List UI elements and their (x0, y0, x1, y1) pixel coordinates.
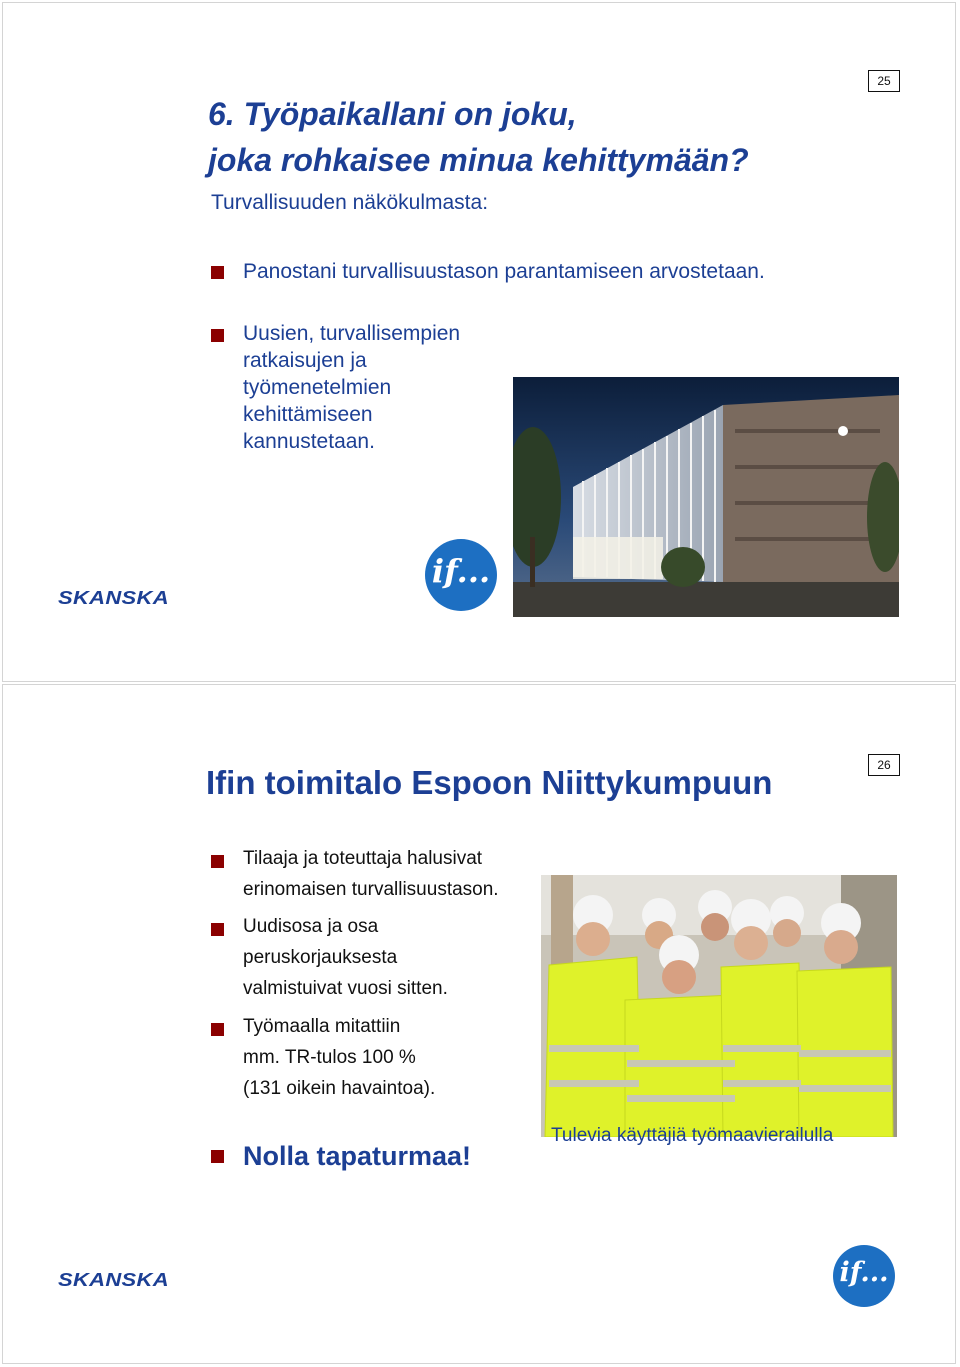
bullet-text (243, 320, 460, 455)
bullet-square-icon (211, 266, 224, 279)
bullet-line: Uusien, turvallisempien (243, 322, 461, 345)
group-photo (541, 875, 897, 1137)
bullet-line: peruskorjauksesta (243, 947, 398, 968)
bullet-line: mm. TR-tulos 100 % (243, 1047, 416, 1068)
bullet-square-icon (211, 923, 224, 936)
bullet-text (243, 1011, 435, 1104)
bullet-line: työmenetelmien (243, 376, 392, 399)
slide-title (208, 91, 749, 183)
bullet-square-icon (211, 1150, 224, 1163)
slide-title: Ifin toimitalo Espoon Niittykumpuun (206, 764, 773, 801)
bullet-line: Tilaaja ja toteuttaja halusivat (243, 848, 483, 869)
skanska-logo: SKANSKA (58, 1269, 169, 1291)
bullet-text (243, 843, 499, 905)
if-logo-text: if... (839, 1257, 889, 1288)
bullet-square-icon (211, 329, 224, 342)
bullet-text-emphasis: Nolla tapaturmaa! (243, 1141, 472, 1171)
bullet-text: Panostani turvallisuustason parantamiseen arvostetaan. (243, 260, 765, 283)
if-logo (425, 539, 497, 611)
title-line-2: joka rohkaisee minua kehittymään? (208, 142, 749, 178)
bullet-line: valmistuivat vuosi sitten. (243, 978, 448, 999)
bullet-square-icon (211, 855, 224, 868)
bullet-line: kannustetaan. (243, 430, 375, 453)
bullet-line: Uudisosa ja osa (243, 916, 379, 937)
skanska-logo: SKANSKA (58, 587, 169, 609)
slide-26 (2, 684, 956, 1364)
bullet-line: Työmaalla mitattiin (243, 1016, 401, 1037)
subheading: Turvallisuuden näkökulmasta: (211, 191, 489, 214)
bullet-text (243, 911, 448, 1004)
bullet-line: erinomaisen turvallisuustason. (243, 879, 499, 900)
building-photo (513, 377, 899, 617)
page-number: 26 (868, 754, 900, 776)
slide-25 (2, 2, 956, 682)
if-logo-text: if... (431, 552, 491, 590)
page-number: 25 (868, 70, 900, 92)
bullet-line: (131 oikein havaintoa). (243, 1078, 436, 1099)
title-line-1: 6. Työpaikallani on joku, (208, 96, 577, 132)
bullet-line: ratkaisujen ja (243, 349, 367, 372)
photo-caption: Tulevia käyttäjiä työmaavierailulla (551, 1125, 834, 1146)
if-logo (833, 1245, 895, 1307)
bullet-line: kehittämiseen (243, 403, 373, 426)
bullet-square-icon (211, 1023, 224, 1036)
